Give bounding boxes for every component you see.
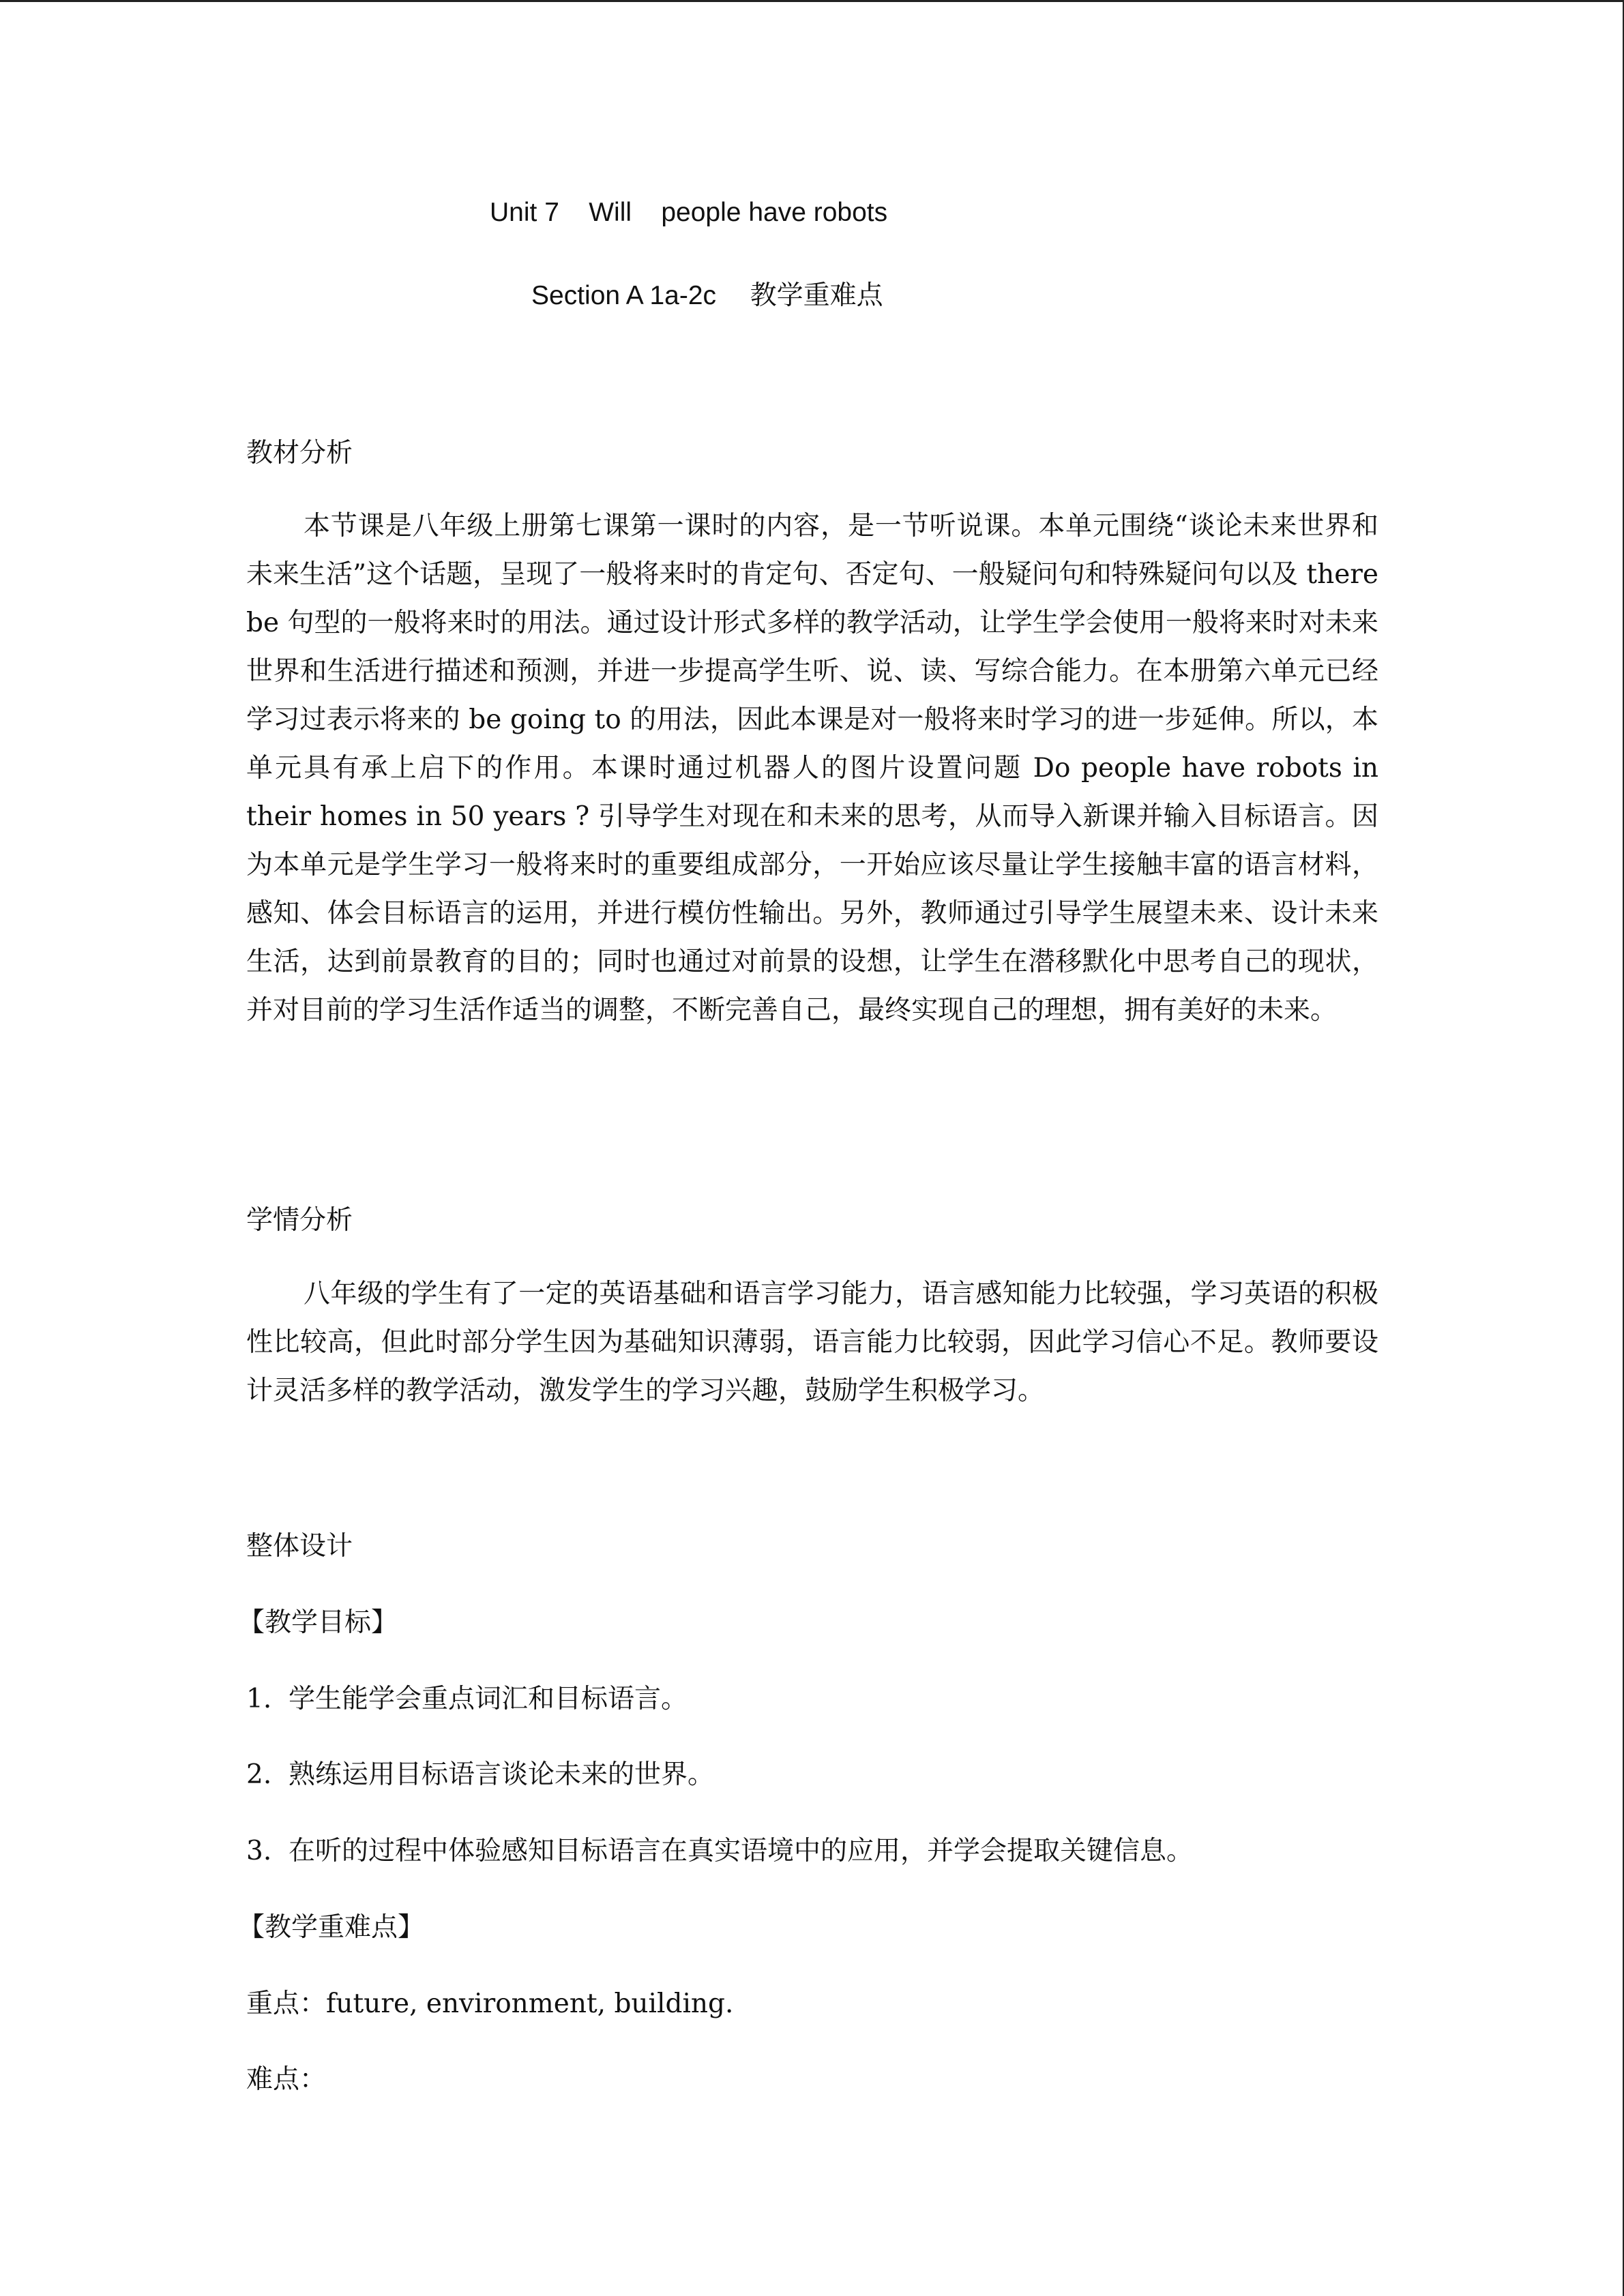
- key-points: 重点：future, environment, building.: [246, 1988, 734, 2019]
- page-top-border: [0, 0, 1624, 2]
- subtitle-topic: 教学重难点: [716, 280, 883, 311]
- heading-student-analysis: 学情分析: [246, 1205, 353, 1236]
- objectives-heading: 【教学目标】: [238, 1607, 398, 1638]
- objective-item-2: 2. 熟练运用目标语言谈论未来的世界。: [246, 1759, 715, 1790]
- heading-textbook-analysis: 教材分析: [246, 438, 353, 468]
- document-subtitle: [531, 274, 883, 312]
- difficult-points: 难点：: [246, 2064, 327, 2095]
- objective-item-3: 3. 在听的过程中体验感知目标语言在真实语境中的应用，并学会提取关键信息。: [246, 1836, 1194, 1866]
- document-title: Unit 7 Will people have robots: [490, 198, 888, 227]
- objective-item-1: 1. 学生能学会重点词汇和目标语言。: [246, 1684, 688, 1714]
- subtitle-section: Section A 1a-2c: [531, 281, 717, 310]
- paragraph-textbook-analysis: 本节课是八年级上册第七课第一课时的内容，是一节听说课。本单元围绕“谈论未来世界和未来生活”这个话题，呈现了一般将来时的肯定句、否定句、一般疑问句和特殊疑问句以及 there be 句型的一般将来时的用法。通过设计形式多样的教学活动，让学生学会使用一般将来时对未来世界和生活进行描述和预测，并进一步提高学生听、说、读、写综合能力。在本册第六单元已经学习过表示将来的 be going to 的用法，因此本课是对一般将来时学习的进一步延伸。所以，本单元具有承上启下的作用。本课时通过机器人的图片设置问题 Do people have robots in their homes in 50 years ? 引导学生对现在和未来的思考，从而导入新课并输入目标语言。因为本单元是学生学习一般将来时的重要组成部分，一开始应该尽量让学生接触丰富的语言材料，感知、体会目标语言的运用，并进行模仿性输出。另外，教师通过引导学生展望未来、设计未来生活，达到前景教育的目的；同时也通过对前景的设想，让学生在潜移默化中思考自己的现状，并对目前的学习生活作适当的调整，不断完善自己，最终实现自己的理想，拥有美好的未来。: [246, 511, 1378, 1026]
- heading-overall-design: 整体设计: [246, 1531, 353, 1562]
- paragraph-student-analysis: 八年级的学生有了一定的英语基础和语言学习能力，语言感知能力比较强，学习英语的积极性比较高，但此时部分学生因为基础知识薄弱，语言能力比较弱，因此学习信心不足。教师要设计灵活多样的教学活动，激发学生的学习兴趣，鼓励学生积极学习。: [246, 1279, 1378, 1406]
- key-points-heading: 【教学重难点】: [238, 1912, 425, 1943]
